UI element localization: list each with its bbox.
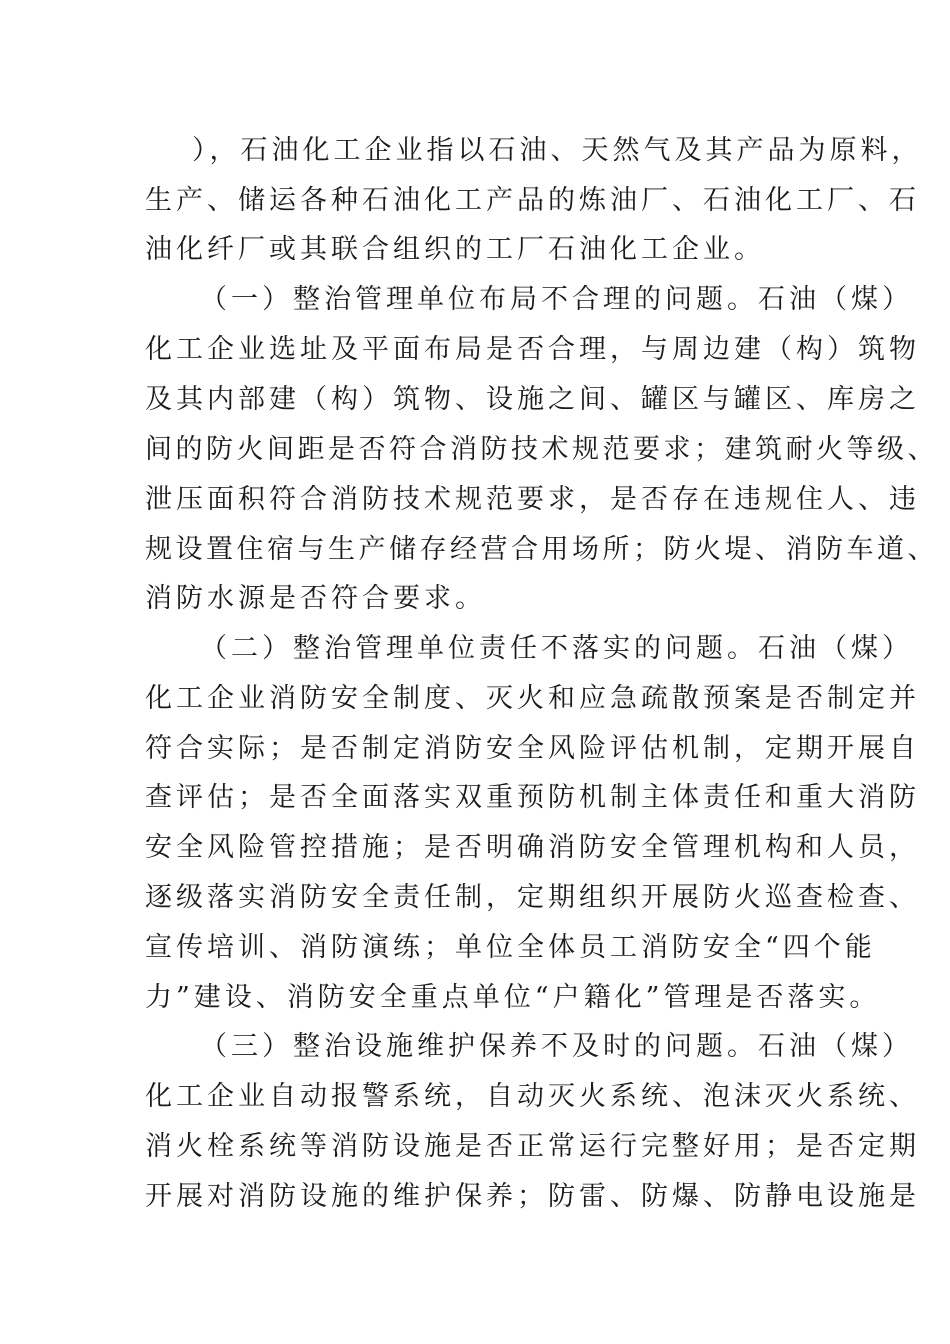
section-heading-2: （二）整治管理单位责任不落实的问题。石油（煤） <box>200 633 913 664</box>
section-heading-3: （三）整治设施维护保养不及时的问题。石油（煤） <box>200 1031 913 1062</box>
text-line: 化工企业自动报警系统，自动灭火系统、泡沫灭火系统、 <box>145 1081 920 1112</box>
text-line: 符合实际；是否制定消防安全风险评估机制，定期开展自 <box>145 733 920 764</box>
text-line: 间的防火间距是否符合消防技术规范要求；建筑耐火等级、 <box>145 434 938 465</box>
text-line: 开展对消防设施的维护保养；防雷、防爆、防静电设施是 <box>145 1181 920 1212</box>
text-line: 规设置住宿与生产储存经营合用场所；防火堤、消防车道、 <box>145 534 938 565</box>
text-line: 油化纤厂或其联合组织的工厂石油化工企业。 <box>145 234 765 265</box>
text-line: 化工企业消防安全制度、灭火和应急疏散预案是否制定并 <box>145 683 920 714</box>
text-line: 消防水源是否符合要求。 <box>145 583 486 614</box>
text-line: 安全风险管控措施；是否明确消防安全管理机构和人员， <box>145 832 920 863</box>
text-line: 宣传培训、消防演练；单位全体员工消防安全“四个能 <box>145 932 876 963</box>
text-line: 消火栓系统等消防设施是否正常运行完整好用；是否定期 <box>145 1131 920 1162</box>
section-heading-1: （一）整治管理单位布局不合理的问题。石油（煤） <box>200 284 913 315</box>
text-line: 逐级落实消防安全责任制，定期组织开展防火巡查检查、 <box>145 882 920 913</box>
text-line: 及其内部建（构）筑物、设施之间、罐区与罐区、库房之 <box>145 384 920 415</box>
text-line: 查评估；是否全面落实双重预防机制主体责任和重大消防 <box>145 782 920 813</box>
text-line: ），石油化工企业指以石油、天然气及其产品为原料， <box>192 135 923 166</box>
text-line: 泄压面积符合消防技术规范要求，是否存在违规住人、违 <box>145 484 920 515</box>
text-line: 化工企业选址及平面布局是否合理，与周边建（构）筑物 <box>145 334 920 365</box>
text-line: 力”建设、消防安全重点单位“户籍化”管理是否落实。 <box>145 982 881 1013</box>
text-line: 生产、储运各种石油化工产品的炼油厂、石油化工厂、石 <box>145 185 920 216</box>
